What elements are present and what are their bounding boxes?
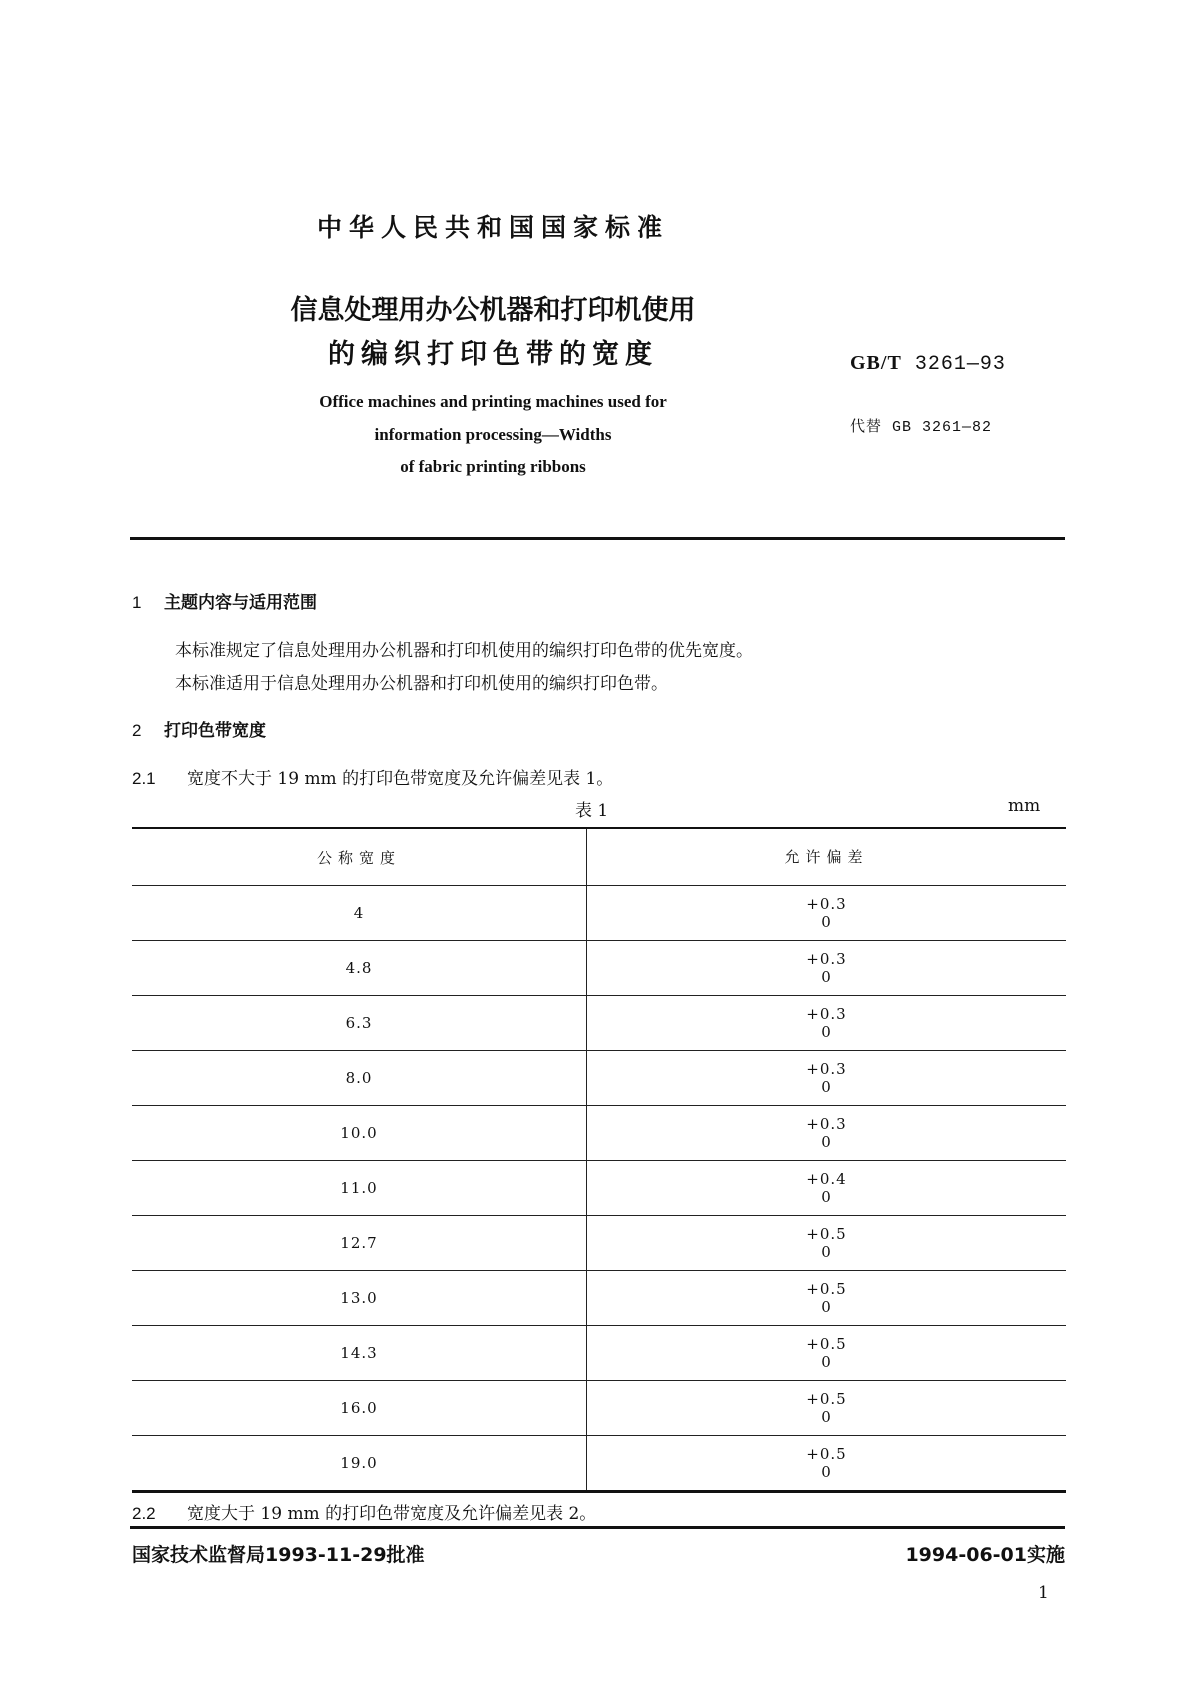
upper-tolerance: +0.5	[806, 1445, 847, 1463]
lower-tolerance: 0	[821, 1408, 832, 1426]
lower-tolerance: 0	[821, 1353, 832, 1371]
lower-tolerance: 0	[821, 1133, 832, 1151]
tolerance-table	[132, 827, 1066, 1493]
section-number: 1	[132, 593, 142, 612]
standard-number: 3261—93	[914, 353, 1006, 376]
table-header-row	[132, 829, 1066, 885]
upper-tolerance: +0.3	[806, 950, 847, 968]
page-number: 1	[1038, 1583, 1049, 1603]
national-standard-heading: 中华人民共和国国家标准	[316, 213, 669, 242]
title-en-line1: Office machines and printing machines used for	[319, 392, 667, 411]
footer-rule	[130, 1526, 1065, 1529]
title-cn-line2: 的编织打印色带的宽度	[328, 339, 658, 370]
table-row	[132, 1380, 1066, 1435]
tolerance-cell	[587, 1106, 1066, 1160]
table-row	[132, 1160, 1066, 1215]
upper-tolerance: +0.3	[806, 1060, 847, 1078]
table-caption: 表 1	[575, 801, 609, 821]
nominal-width-cell: 16.0	[132, 1381, 587, 1435]
section-2-heading	[132, 716, 266, 741]
section-title: 主题内容与适用范围	[164, 593, 317, 613]
effective-date: 1994-06-01实施	[905, 1544, 1065, 1566]
lower-tolerance: 0	[821, 1078, 832, 1096]
table-row	[132, 995, 1066, 1050]
upper-tolerance: +0.5	[806, 1280, 847, 1298]
title-en-line2: information processing—Widths	[374, 425, 612, 444]
tolerance-cell	[587, 1436, 1066, 1490]
upper-tolerance: +0.3	[806, 895, 847, 913]
table-row	[132, 1105, 1066, 1160]
section-1-paragraph-2: 本标准适用于信息处理用办公机器和打印机使用的编织打印色带。	[175, 674, 668, 694]
lower-tolerance: 0	[821, 1298, 832, 1316]
tolerance-cell	[587, 1161, 1066, 1215]
upper-tolerance: +0.5	[806, 1390, 847, 1408]
nominal-width-cell: 19.0	[132, 1436, 587, 1490]
clause-number: 2.1	[132, 769, 156, 788]
section-title: 打印色带宽度	[164, 721, 266, 741]
header-nominal-width: 公称宽度	[132, 829, 587, 885]
lower-tolerance: 0	[821, 1463, 832, 1481]
nominal-width-cell: 12.7	[132, 1216, 587, 1270]
upper-tolerance: +0.4	[806, 1170, 847, 1188]
clause-text: 宽度不大于 19 mm 的打印色带宽度及允许偏差见表 1。	[187, 769, 614, 789]
lower-tolerance: 0	[821, 913, 832, 931]
nominal-width-cell: 14.3	[132, 1326, 587, 1380]
clause-number: 2.2	[132, 1504, 156, 1523]
tolerance-cell	[587, 1216, 1066, 1270]
nominal-width-cell: 4	[132, 886, 587, 940]
lower-tolerance: 0	[821, 968, 832, 986]
table-row	[132, 1325, 1066, 1380]
clause-2-1	[132, 764, 613, 789]
table-unit: mm	[1008, 796, 1041, 816]
section-number: 2	[132, 721, 142, 740]
nominal-width-cell: 4.8	[132, 941, 587, 995]
approval-date: 国家技术监督局1993-11-29批准	[132, 1544, 425, 1566]
clause-2-2	[132, 1499, 596, 1524]
title-en-line3: of fabric printing ribbons	[400, 457, 586, 476]
lower-tolerance: 0	[821, 1243, 832, 1261]
table-row	[132, 885, 1066, 940]
tolerance-cell	[587, 1271, 1066, 1325]
header-tolerance: 允许偏差	[784, 848, 869, 866]
nominal-width-cell: 13.0	[132, 1271, 587, 1325]
nominal-width-cell: 11.0	[132, 1161, 587, 1215]
tolerance-cell	[587, 996, 1066, 1050]
tolerance-cell	[587, 1381, 1066, 1435]
nominal-width-cell: 6.3	[132, 996, 587, 1050]
title-cn-line1: 信息处理用办公机器和打印机使用	[290, 295, 696, 326]
table-row	[132, 1435, 1066, 1490]
tolerance-cell	[587, 1051, 1066, 1105]
lower-tolerance: 0	[821, 1023, 832, 1041]
standard-prefix: GB/T	[850, 352, 902, 374]
section-1-heading	[132, 588, 317, 613]
replaces-standard: 代替 GB 3261—82	[850, 419, 993, 436]
table-row	[132, 940, 1066, 995]
table-row	[132, 1050, 1066, 1105]
tolerance-cell	[587, 1326, 1066, 1380]
table-row	[132, 1215, 1066, 1270]
lower-tolerance: 0	[821, 1188, 832, 1206]
upper-tolerance: +0.3	[806, 1005, 847, 1023]
tolerance-cell	[587, 886, 1066, 940]
section-1-paragraph-1: 本标准规定了信息处理用办公机器和打印机使用的编织打印色带的优先宽度。	[175, 641, 753, 661]
upper-tolerance: +0.5	[806, 1335, 847, 1353]
standard-code	[850, 352, 1006, 376]
clause-text: 宽度大于 19 mm 的打印色带宽度及允许偏差见表 2。	[187, 1504, 597, 1524]
nominal-width-cell: 10.0	[132, 1106, 587, 1160]
tolerance-cell	[587, 941, 1066, 995]
header-rule	[130, 537, 1065, 540]
table-row	[132, 1270, 1066, 1325]
upper-tolerance: +0.3	[806, 1115, 847, 1133]
upper-tolerance: +0.5	[806, 1225, 847, 1243]
nominal-width-cell: 8.0	[132, 1051, 587, 1105]
